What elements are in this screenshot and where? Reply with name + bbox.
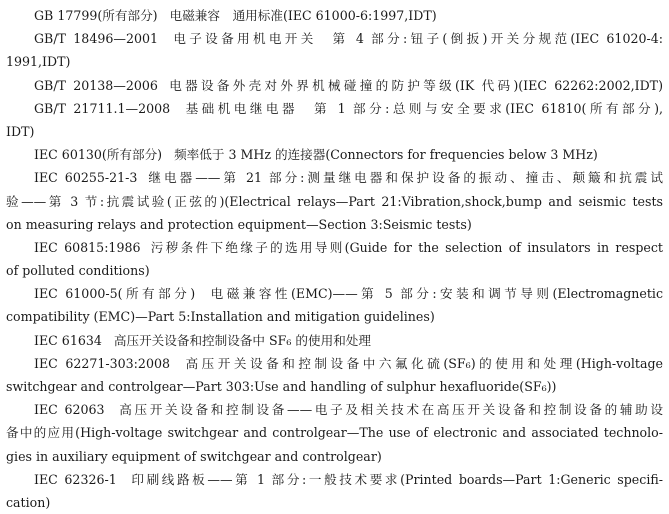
reference-line-10 xyxy=(6,352,663,375)
standard-title: 印刷线路板——第 1 部分:一般技术要求(Printed boards—Part 1:Generic specifi- xyxy=(128,471,663,487)
reference-line-2 xyxy=(6,27,663,50)
standard-title: 频率低于 3 MHz 的连接器(Connectors for frequencies below 3 MHz) xyxy=(174,147,598,163)
standard-code: IEC 60255-21-3 xyxy=(34,170,138,186)
standard-code: IEC 61000-5(所有部分) xyxy=(34,286,196,302)
standard-code: IEC 62326-1 xyxy=(34,471,117,487)
standard-title: 高压开关设备和控制设备中 SF₆ 的使用和处理 xyxy=(113,332,371,348)
reference-line-continuation: 验——第 3 节:抗震试验(正弦的)(Electrical relays—Part 21:Vibration,shock,bump and seismic tests xyxy=(6,193,663,209)
standard-title: 继电器——第 21 部分:测量继电器和保护设备的振动、撞击、颠簸和抗震试 xyxy=(145,170,663,186)
reference-line-continuation: switchgear and controlgear—Part 303:Use and handling of sulphur hexafluoride(SF₆)) xyxy=(6,379,557,394)
reference-line-6 xyxy=(6,166,663,189)
standard-code: IEC 61634 xyxy=(34,332,102,348)
reference-line-5 xyxy=(6,143,663,166)
standard-title: 高压开关设备和控制设备中六氟化硫(SF₆)的使用和处理(High-voltage xyxy=(181,355,663,371)
standard-title: 电器设备外壳对外界机械碰撞的防护等级(IK 代码)(IEC 62262:2002,IDT) xyxy=(165,77,663,93)
reference-line-7 xyxy=(6,236,663,259)
reference-line-continuation: 1991,IDT) xyxy=(6,54,71,70)
reference-line-11 xyxy=(6,398,663,421)
reference-line-1 xyxy=(6,4,663,27)
standard-title: 电磁兼容 通用标准(IEC 61000-6:1997,IDT) xyxy=(169,8,437,23)
standard-code: GB/T 20138—2006 xyxy=(34,77,158,93)
standard-title: 基础机电继电器 第 1 部分:总则与安全要求(IEC 61810(所有部分), xyxy=(182,100,663,116)
reference-line-3 xyxy=(6,74,663,97)
reference-line-9 xyxy=(6,329,663,352)
standard-code: GB 17799(所有部分) xyxy=(34,8,158,23)
standard-title: 污秽条件下绝缘子的选用导则(Guide for the selection of insulators in respect xyxy=(148,239,663,255)
reference-line-8 xyxy=(6,282,663,305)
reference-line-4 xyxy=(6,97,663,120)
standard-code: IEC 60130(所有部分) xyxy=(34,147,163,163)
standard-title: 电磁兼容性(EMC)——第 5 部分:安装和调节导则(Electromagnetic xyxy=(207,286,663,302)
reference-line-continuation: IDT) xyxy=(6,123,35,139)
reference-line-continuation: cation) xyxy=(6,494,51,510)
reference-line-continuation: on measuring relays and protection equipment—Section 3:Seismic tests) xyxy=(6,216,472,232)
standard-code: GB/T 18496—2001 xyxy=(34,31,158,47)
standard-code: IEC 62271-303:2008 xyxy=(34,355,170,371)
standard-title: 电子设备用机电开关 第 4 部分:钮子(倒扳)开关分规范(IEC 61020-4: xyxy=(170,31,663,47)
reference-line-continuation: gies in auxiliary equipment of switchgear and controlgear) xyxy=(6,448,382,464)
reference-line-continuation: of polluted conditions) xyxy=(6,263,150,279)
standard-title: 高压开关设备和控制设备——电子及相关技术在高压开关设备和控制设备的辅助设 xyxy=(116,402,663,418)
standard-code: IEC 60815:1986 xyxy=(34,239,141,255)
standard-code: GB/T 21711.1—2008 xyxy=(34,100,171,116)
standard-code: IEC 62063 xyxy=(34,402,105,418)
reference-line-12 xyxy=(6,468,663,491)
reference-line-continuation: 备中的应用(High-voltage switchgear and controlgear—The use of electronic and associated technolo- xyxy=(6,425,663,441)
reference-line-continuation: compatibility (EMC)—Part 5:Installation and mitigation guidelines) xyxy=(6,309,435,325)
